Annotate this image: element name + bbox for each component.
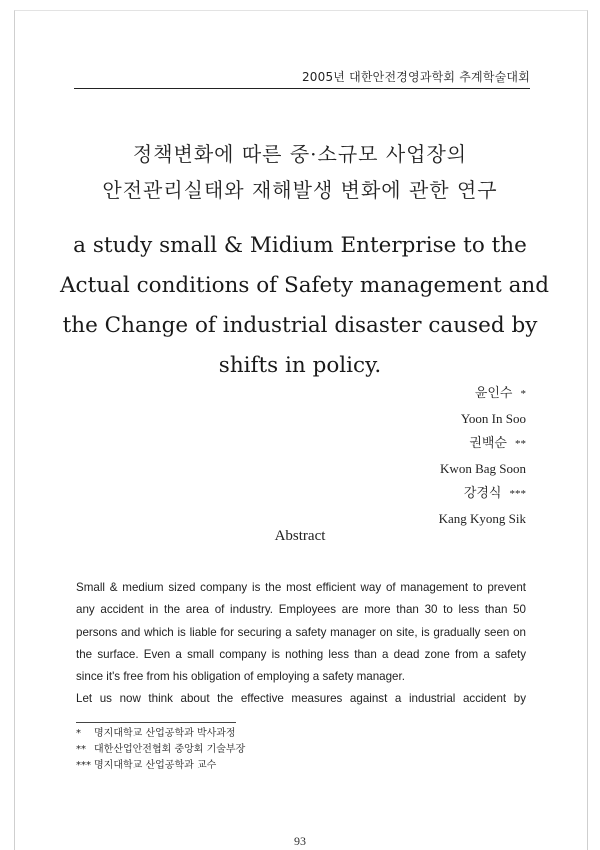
author-1-korean (439, 381, 526, 407)
footnote-2-text: 대한산업안전협회 중앙회 기술부장 (94, 744, 246, 756)
footnote-2 (76, 742, 245, 758)
author-3-korean (439, 481, 526, 507)
abstract-body (76, 577, 526, 711)
footnote-1-mark: * (76, 728, 81, 739)
author-2-mark: ** (515, 438, 526, 450)
author-2-korean (439, 431, 526, 457)
author-1-english: Yoon In Soo (460, 410, 526, 426)
author-3-english: Kang Kyong Sik (438, 510, 526, 526)
abstract-heading: Abstract (274, 528, 326, 544)
abstract-paragraph-1: Small & medium sized company is the most efficient way of management to prevent any accident in the area of industry. Employees are more than 30 to less than 50 persons and which is liable for securing a safety manager on site, is gradually seen on the surface. Even a small company is nothing less than a dead zone from a safety since it's free from his obligation of employing a safety manager. (76, 581, 526, 684)
footnotes (76, 726, 245, 775)
author-1-mark: * (520, 388, 526, 400)
footnote-rule (76, 722, 236, 723)
footnote-3-text: 명지대학교 산업공학과 교수 (94, 760, 217, 772)
page-number: 93 (294, 834, 306, 848)
author-3-korean-name: 강경식 (463, 485, 502, 500)
footnote-3 (76, 758, 245, 774)
author-2-english: Kwon Bag Soon (440, 460, 526, 476)
footnote-1-text: 명지대학교 산업공학과 박사과정 (94, 728, 236, 739)
english-title-line-1: a study small & Midium Enterprise to the (73, 233, 527, 258)
author-1-korean-name: 윤인수 (474, 385, 513, 400)
english-title-line-4: shifts in policy. (218, 353, 382, 378)
running-head: 2005년 대한안전경영과학회 추계학술대회 (301, 70, 530, 84)
author-block (439, 381, 526, 531)
abstract-paragraph-2: Let us now think about the effective measures against a industrial accident by (76, 692, 526, 706)
english-title-line-3: the Change of industrial disaster caused by (62, 313, 538, 338)
korean-title-line-2: 안전관리실태와 재해발생 변화에 관한 연구 (102, 178, 498, 202)
korean-title-line-1: 정책변화에 따른 중·소규모 사업장의 (132, 142, 468, 166)
english-title (60, 226, 550, 386)
footnote-1 (76, 726, 245, 742)
english-title-line-2: Actual conditions of Safety management and (60, 273, 550, 298)
header-rule (74, 88, 530, 89)
footnote-2-mark: ** (76, 744, 86, 756)
author-2-korean-name: 권백순 (469, 435, 507, 450)
footnote-3-mark: *** (76, 760, 91, 772)
author-3-mark: *** (509, 488, 526, 500)
